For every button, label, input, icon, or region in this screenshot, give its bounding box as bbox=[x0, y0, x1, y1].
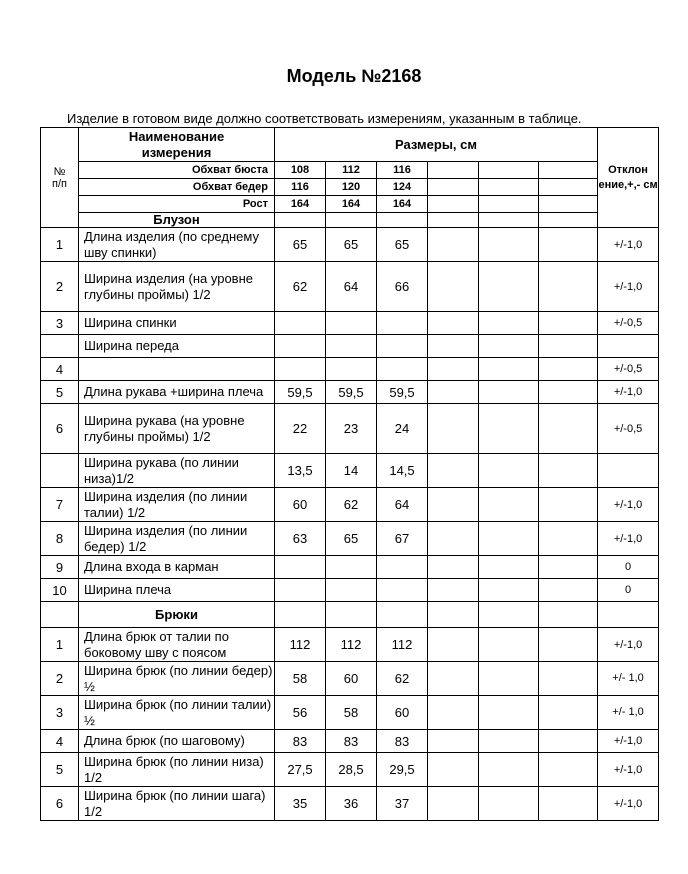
size-value: 24 bbox=[377, 404, 428, 454]
param-label: Обхват бедер bbox=[79, 179, 275, 196]
empty-size-cell bbox=[479, 579, 539, 602]
param-value: 116 bbox=[377, 162, 428, 179]
empty-size-cell bbox=[428, 488, 479, 522]
empty-size-cell bbox=[428, 787, 479, 821]
empty-size-cell bbox=[539, 488, 598, 522]
measurement-name: Длина брюк от талии по боковому шву с поясом bbox=[79, 628, 275, 662]
measurement-name: Длина изделия (по среднему шву спинки) bbox=[79, 228, 275, 262]
size-value bbox=[275, 312, 326, 335]
param-value bbox=[428, 179, 479, 196]
empty-size-cell bbox=[479, 454, 539, 488]
empty-size-cell bbox=[539, 787, 598, 821]
measurement-name: Ширина изделия (по линии талии) 1/2 bbox=[79, 488, 275, 522]
empty-size-cell bbox=[479, 335, 539, 358]
row-number bbox=[41, 454, 79, 488]
tolerance-value: +/-0,5 bbox=[598, 312, 659, 335]
table-row bbox=[41, 579, 659, 602]
size-value: 56 bbox=[275, 696, 326, 730]
measurement-name: Длина входа в карман bbox=[79, 556, 275, 579]
empty-size-cell bbox=[428, 696, 479, 730]
row-number: 1 bbox=[41, 628, 79, 662]
row-number: 5 bbox=[41, 381, 79, 404]
empty-size-cell bbox=[479, 522, 539, 556]
size-value: 66 bbox=[377, 262, 428, 312]
table-row bbox=[41, 753, 659, 787]
section-empty-cell bbox=[275, 213, 326, 228]
size-value: 14 bbox=[326, 454, 377, 488]
page-title: Модель №2168 bbox=[286, 66, 422, 86]
size-value: 64 bbox=[377, 488, 428, 522]
table-row bbox=[41, 404, 659, 454]
size-value bbox=[377, 335, 428, 358]
size-value: 35 bbox=[275, 787, 326, 821]
tolerance-value bbox=[598, 335, 659, 358]
table-row bbox=[41, 381, 659, 404]
section-empty-cell bbox=[326, 213, 377, 228]
empty-size-cell bbox=[479, 787, 539, 821]
row-number: 10 bbox=[41, 579, 79, 602]
empty-size-cell bbox=[539, 404, 598, 454]
empty-size-cell bbox=[479, 262, 539, 312]
empty-size-cell bbox=[428, 579, 479, 602]
tolerance-value: +/-0,5 bbox=[598, 358, 659, 381]
empty-size-cell bbox=[428, 312, 479, 335]
size-value: 60 bbox=[326, 662, 377, 696]
table-row bbox=[41, 522, 659, 556]
header-name: Наименование измерения bbox=[79, 128, 275, 162]
empty-size-cell bbox=[428, 381, 479, 404]
param-value bbox=[428, 196, 479, 213]
row-number: 3 bbox=[41, 312, 79, 335]
row-number: 5 bbox=[41, 753, 79, 787]
empty-size-cell bbox=[479, 488, 539, 522]
size-value: 65 bbox=[377, 228, 428, 262]
header-sizes: Размеры, см bbox=[275, 128, 598, 162]
size-value: 67 bbox=[377, 522, 428, 556]
row-number: 8 bbox=[41, 522, 79, 556]
empty-size-cell bbox=[428, 262, 479, 312]
size-value: 36 bbox=[326, 787, 377, 821]
section-empty-cell bbox=[326, 602, 377, 628]
empty-size-cell bbox=[539, 381, 598, 404]
section-title: Брюки bbox=[79, 602, 275, 628]
size-value: 58 bbox=[326, 696, 377, 730]
empty-size-cell bbox=[479, 381, 539, 404]
measurement-name: Ширина рукава (по линии низа)1/2 bbox=[79, 454, 275, 488]
table-row bbox=[41, 358, 659, 381]
row-number: 6 bbox=[41, 404, 79, 454]
size-value: 28,5 bbox=[326, 753, 377, 787]
empty-size-cell bbox=[428, 228, 479, 262]
measurement-name: Ширина брюк (по линии талии) ½ bbox=[79, 696, 275, 730]
section-empty-cell bbox=[377, 602, 428, 628]
empty-size-cell bbox=[539, 522, 598, 556]
size-value bbox=[275, 335, 326, 358]
empty-size-cell bbox=[539, 335, 598, 358]
tolerance-value: +/-0,5 bbox=[598, 404, 659, 454]
param-value: 116 bbox=[275, 179, 326, 196]
size-value: 112 bbox=[275, 628, 326, 662]
empty-size-cell bbox=[479, 556, 539, 579]
param-value bbox=[539, 162, 598, 179]
empty-size-cell bbox=[539, 753, 598, 787]
size-value: 65 bbox=[275, 228, 326, 262]
measurement-name: Ширина рукава (на уровне глубины проймы) 1/2 bbox=[79, 404, 275, 454]
size-value: 23 bbox=[326, 404, 377, 454]
empty-size-cell bbox=[479, 358, 539, 381]
table-row bbox=[41, 262, 659, 312]
param-row bbox=[41, 179, 659, 196]
empty-size-cell bbox=[539, 628, 598, 662]
empty-size-cell bbox=[539, 228, 598, 262]
tolerance-value: +/- 1,0 bbox=[598, 696, 659, 730]
row-number: 3 bbox=[41, 696, 79, 730]
size-value bbox=[377, 556, 428, 579]
empty-size-cell bbox=[428, 358, 479, 381]
empty-size-cell bbox=[428, 404, 479, 454]
measurement-name bbox=[79, 358, 275, 381]
param-value bbox=[539, 196, 598, 213]
table-row bbox=[41, 454, 659, 488]
empty-size-cell bbox=[479, 404, 539, 454]
empty-size-cell bbox=[539, 696, 598, 730]
size-value bbox=[326, 312, 377, 335]
empty-size-cell bbox=[428, 556, 479, 579]
size-value bbox=[275, 579, 326, 602]
empty-size-cell bbox=[479, 753, 539, 787]
size-value: 65 bbox=[326, 522, 377, 556]
row-number: 7 bbox=[41, 488, 79, 522]
size-value: 59,5 bbox=[275, 381, 326, 404]
size-value: 64 bbox=[326, 262, 377, 312]
size-value: 62 bbox=[377, 662, 428, 696]
table-row bbox=[41, 335, 659, 358]
param-row bbox=[41, 162, 659, 179]
measurement-name: Ширина изделия (на уровне глубины проймы) 1/2 bbox=[79, 262, 275, 312]
section-row bbox=[41, 602, 659, 628]
size-value: 65 bbox=[326, 228, 377, 262]
size-value bbox=[326, 556, 377, 579]
size-value bbox=[326, 579, 377, 602]
param-value bbox=[479, 162, 539, 179]
empty-size-cell bbox=[479, 312, 539, 335]
tolerance-value: +/-1,0 bbox=[598, 730, 659, 753]
row-number: 1 bbox=[41, 228, 79, 262]
header-num: № п/п bbox=[41, 128, 79, 228]
size-value: 112 bbox=[377, 628, 428, 662]
section-title: Блузон bbox=[79, 213, 275, 228]
param-value bbox=[479, 179, 539, 196]
table-row bbox=[41, 228, 659, 262]
size-value: 63 bbox=[275, 522, 326, 556]
size-value: 62 bbox=[326, 488, 377, 522]
tolerance-value: +/-1,0 bbox=[598, 381, 659, 404]
empty-size-cell bbox=[479, 662, 539, 696]
tolerance-value: +/-1,0 bbox=[598, 522, 659, 556]
empty-size-cell bbox=[428, 522, 479, 556]
section-num-cell bbox=[41, 602, 79, 628]
tolerance-value: 0 bbox=[598, 579, 659, 602]
param-value bbox=[479, 196, 539, 213]
empty-size-cell bbox=[479, 628, 539, 662]
param-value: 112 bbox=[326, 162, 377, 179]
tolerance-value: 0 bbox=[598, 556, 659, 579]
empty-size-cell bbox=[428, 730, 479, 753]
param-value: 164 bbox=[275, 196, 326, 213]
empty-size-cell bbox=[428, 662, 479, 696]
empty-size-cell bbox=[539, 730, 598, 753]
measurement-name: Длина рукава +ширина плеча bbox=[79, 381, 275, 404]
size-value: 59,5 bbox=[326, 381, 377, 404]
section-empty-cell bbox=[275, 602, 326, 628]
measurement-name: Ширина переда bbox=[79, 335, 275, 358]
tolerance-value: +/-1,0 bbox=[598, 753, 659, 787]
empty-size-cell bbox=[428, 628, 479, 662]
row-number: 2 bbox=[41, 662, 79, 696]
param-value bbox=[539, 179, 598, 196]
size-value bbox=[377, 312, 428, 335]
size-value bbox=[326, 335, 377, 358]
size-value bbox=[377, 358, 428, 381]
size-value: 60 bbox=[377, 696, 428, 730]
row-number: 9 bbox=[41, 556, 79, 579]
table-row bbox=[41, 730, 659, 753]
tolerance-value: +/-1,0 bbox=[598, 787, 659, 821]
row-number: 4 bbox=[41, 358, 79, 381]
tolerance-value bbox=[598, 454, 659, 488]
table-row bbox=[41, 787, 659, 821]
size-value: 22 bbox=[275, 404, 326, 454]
measurement-name: Ширина брюк (по линии низа) 1/2 bbox=[79, 753, 275, 787]
empty-size-cell bbox=[539, 312, 598, 335]
row-number: 2 bbox=[41, 262, 79, 312]
param-label: Рост bbox=[79, 196, 275, 213]
section-empty-cell bbox=[539, 602, 598, 628]
param-value bbox=[428, 162, 479, 179]
section-empty-cell bbox=[539, 213, 598, 228]
header-tolerance: Отклон ение,+,- см bbox=[598, 128, 659, 228]
param-value: 164 bbox=[326, 196, 377, 213]
measurement-name: Ширина брюк (по линии шага) 1/2 bbox=[79, 787, 275, 821]
size-value bbox=[377, 579, 428, 602]
size-value: 112 bbox=[326, 628, 377, 662]
size-value: 59,5 bbox=[377, 381, 428, 404]
tolerance-value: +/- 1,0 bbox=[598, 662, 659, 696]
measurement-name: Ширина изделия (по линии бедер) 1/2 bbox=[79, 522, 275, 556]
table-row bbox=[41, 628, 659, 662]
measurement-name: Ширина спинки bbox=[79, 312, 275, 335]
empty-size-cell bbox=[428, 454, 479, 488]
tolerance-value: +/-1,0 bbox=[598, 228, 659, 262]
param-value: 120 bbox=[326, 179, 377, 196]
row-number bbox=[41, 335, 79, 358]
param-value: 164 bbox=[377, 196, 428, 213]
table-row bbox=[41, 662, 659, 696]
empty-size-cell bbox=[479, 696, 539, 730]
size-value: 58 bbox=[275, 662, 326, 696]
section-empty-cell bbox=[428, 213, 479, 228]
section-empty-cell bbox=[479, 602, 539, 628]
section-row bbox=[41, 213, 659, 228]
measurement-name: Ширина плеча bbox=[79, 579, 275, 602]
tolerance-value: +/-1,0 bbox=[598, 262, 659, 312]
section-tol-cell bbox=[598, 602, 659, 628]
section-empty-cell bbox=[377, 213, 428, 228]
size-value: 83 bbox=[377, 730, 428, 753]
section-empty-cell bbox=[428, 602, 479, 628]
empty-size-cell bbox=[428, 335, 479, 358]
size-value bbox=[326, 358, 377, 381]
param-label: Обхват бюста bbox=[79, 162, 275, 179]
size-value: 29,5 bbox=[377, 753, 428, 787]
table-row bbox=[41, 556, 659, 579]
empty-size-cell bbox=[539, 556, 598, 579]
tolerance-value: +/-1,0 bbox=[598, 628, 659, 662]
size-value: 62 bbox=[275, 262, 326, 312]
section-empty-cell bbox=[479, 213, 539, 228]
measurement-name: Длина брюк (по шаговому) bbox=[79, 730, 275, 753]
param-row bbox=[41, 196, 659, 213]
empty-size-cell bbox=[428, 753, 479, 787]
intro-text: Изделие в готовом виде должно соответствовать измерениям, указанным в таблице. bbox=[67, 111, 582, 126]
row-number: 4 bbox=[41, 730, 79, 753]
measurement-table bbox=[40, 127, 659, 821]
table-row bbox=[41, 312, 659, 335]
size-value: 83 bbox=[326, 730, 377, 753]
table-row bbox=[41, 488, 659, 522]
measurement-name: Ширина брюк (по линии бедер) ½ bbox=[79, 662, 275, 696]
param-value: 108 bbox=[275, 162, 326, 179]
empty-size-cell bbox=[539, 579, 598, 602]
param-value: 124 bbox=[377, 179, 428, 196]
size-value: 27,5 bbox=[275, 753, 326, 787]
size-value: 13,5 bbox=[275, 454, 326, 488]
size-value: 60 bbox=[275, 488, 326, 522]
size-value: 37 bbox=[377, 787, 428, 821]
header-row bbox=[41, 128, 659, 162]
size-value: 83 bbox=[275, 730, 326, 753]
empty-size-cell bbox=[539, 262, 598, 312]
size-value bbox=[275, 556, 326, 579]
row-number: 6 bbox=[41, 787, 79, 821]
empty-size-cell bbox=[479, 730, 539, 753]
table-row bbox=[41, 696, 659, 730]
size-value bbox=[275, 358, 326, 381]
size-value: 14,5 bbox=[377, 454, 428, 488]
empty-size-cell bbox=[539, 454, 598, 488]
tolerance-value: +/-1,0 bbox=[598, 488, 659, 522]
empty-size-cell bbox=[539, 358, 598, 381]
empty-size-cell bbox=[479, 228, 539, 262]
empty-size-cell bbox=[539, 662, 598, 696]
